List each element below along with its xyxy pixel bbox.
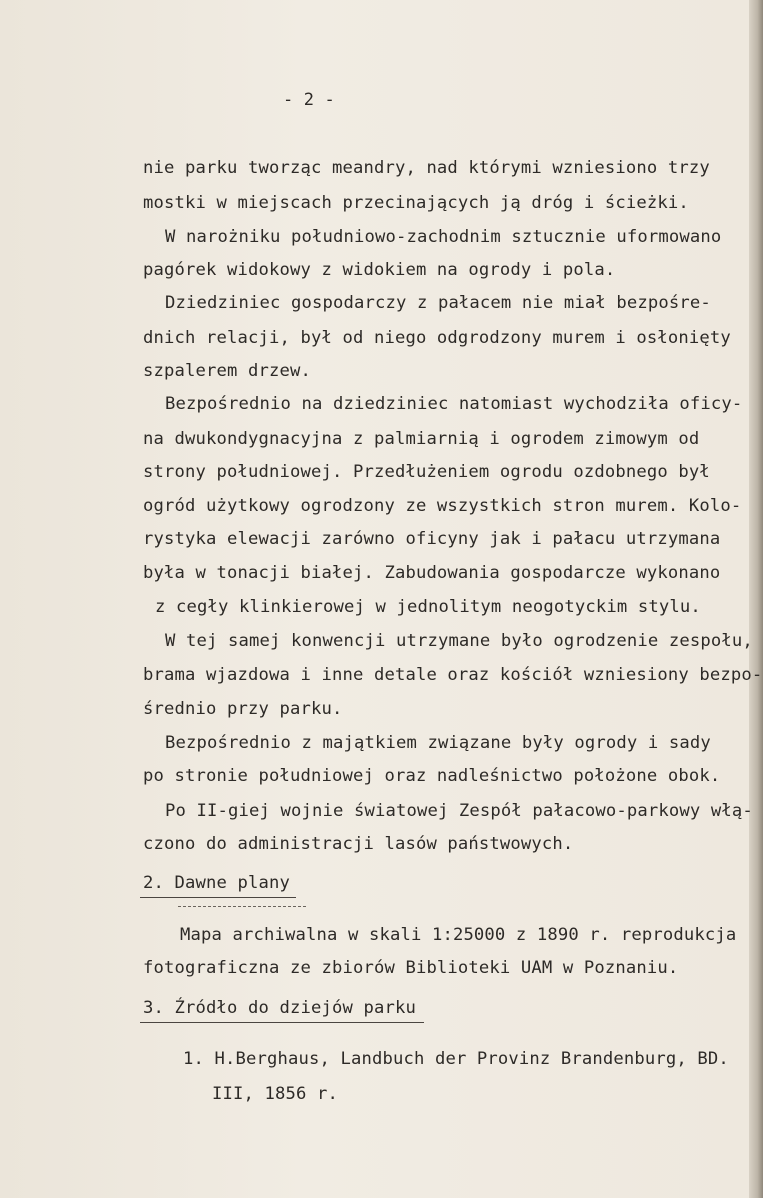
dashed-divider bbox=[178, 906, 306, 907]
text-line: W tej samej konwencji utrzymane było ogrodzenie zespołu, bbox=[165, 631, 753, 651]
text-line: czono do administracji lasów państwowych. bbox=[143, 834, 574, 854]
heading-underline bbox=[140, 897, 296, 898]
text-line: III, 1856 r. bbox=[212, 1084, 338, 1104]
text-line: dnich relacji, był od niego odgrodzony murem i osłonięty bbox=[143, 328, 731, 348]
text-line: rystyka elewacji zarówno oficyny jak i pałacu utrzymana bbox=[143, 529, 721, 549]
text-line: 1. H.Berghaus, Landbuch der Provinz Brandenburg, BD. bbox=[183, 1049, 729, 1069]
text-line: Bezpośrednio z majątkiem związane były ogrody i sady bbox=[165, 733, 711, 753]
text-line: Po II-giej wojnie światowej Zespół pałacowo-parkowy włą- bbox=[165, 801, 753, 821]
page-edge-shadow bbox=[749, 0, 763, 1198]
section-heading: 2. Dawne plany bbox=[143, 873, 290, 893]
text-line: na dwukondygnacyjna z palmiarnią i ogrodem zimowym od bbox=[143, 429, 700, 449]
text-line: W narożniku południowo-zachodnim sztucznie uformowano bbox=[165, 227, 722, 247]
text-line: brama wjazdowa i inne detale oraz kościół wzniesiony bezpo- bbox=[143, 665, 763, 685]
page-number: - 2 - bbox=[283, 90, 335, 110]
text-line: pagórek widokowy z widokiem na ogrody i pola. bbox=[143, 260, 616, 280]
text-line: z cegły klinkierowej w jednolitym neogotyckim stylu. bbox=[155, 597, 701, 617]
section-heading: 3. Źródło do dziejów parku bbox=[143, 998, 416, 1018]
text-line: fotograficzna ze zbiorów Biblioteki UAM w Poznaniu. bbox=[143, 958, 679, 978]
text-line: po stronie południowej oraz nadleśnictwo położone obok. bbox=[143, 766, 721, 786]
text-line: ogród użytkowy ogrodzony ze wszystkich stron murem. Kolo- bbox=[143, 496, 742, 516]
text-line: Mapa archiwalna w skali 1:25000 z 1890 r. reprodukcja bbox=[180, 925, 737, 945]
text-line: nie parku tworząc meandry, nad którymi wzniesiono trzy bbox=[143, 158, 710, 178]
heading-underline bbox=[140, 1022, 424, 1023]
text-line: średnio przy parku. bbox=[143, 699, 343, 719]
text-line: była w tonacji białej. Zabudowania gospodarcze wykonano bbox=[143, 563, 721, 583]
text-line: mostki w miejscach przecinających ją dróg i ścieżki. bbox=[143, 193, 689, 213]
text-line: Bezpośrednio na dziedziniec natomiast wychodziła oficy- bbox=[165, 394, 743, 414]
text-line: strony południowej. Przedłużeniem ogrodu ozdobnego był bbox=[143, 462, 710, 482]
text-line: szpalerem drzew. bbox=[143, 361, 311, 381]
text-line: Dziedziniec gospodarczy z pałacem nie miał bezpośre- bbox=[165, 293, 711, 313]
